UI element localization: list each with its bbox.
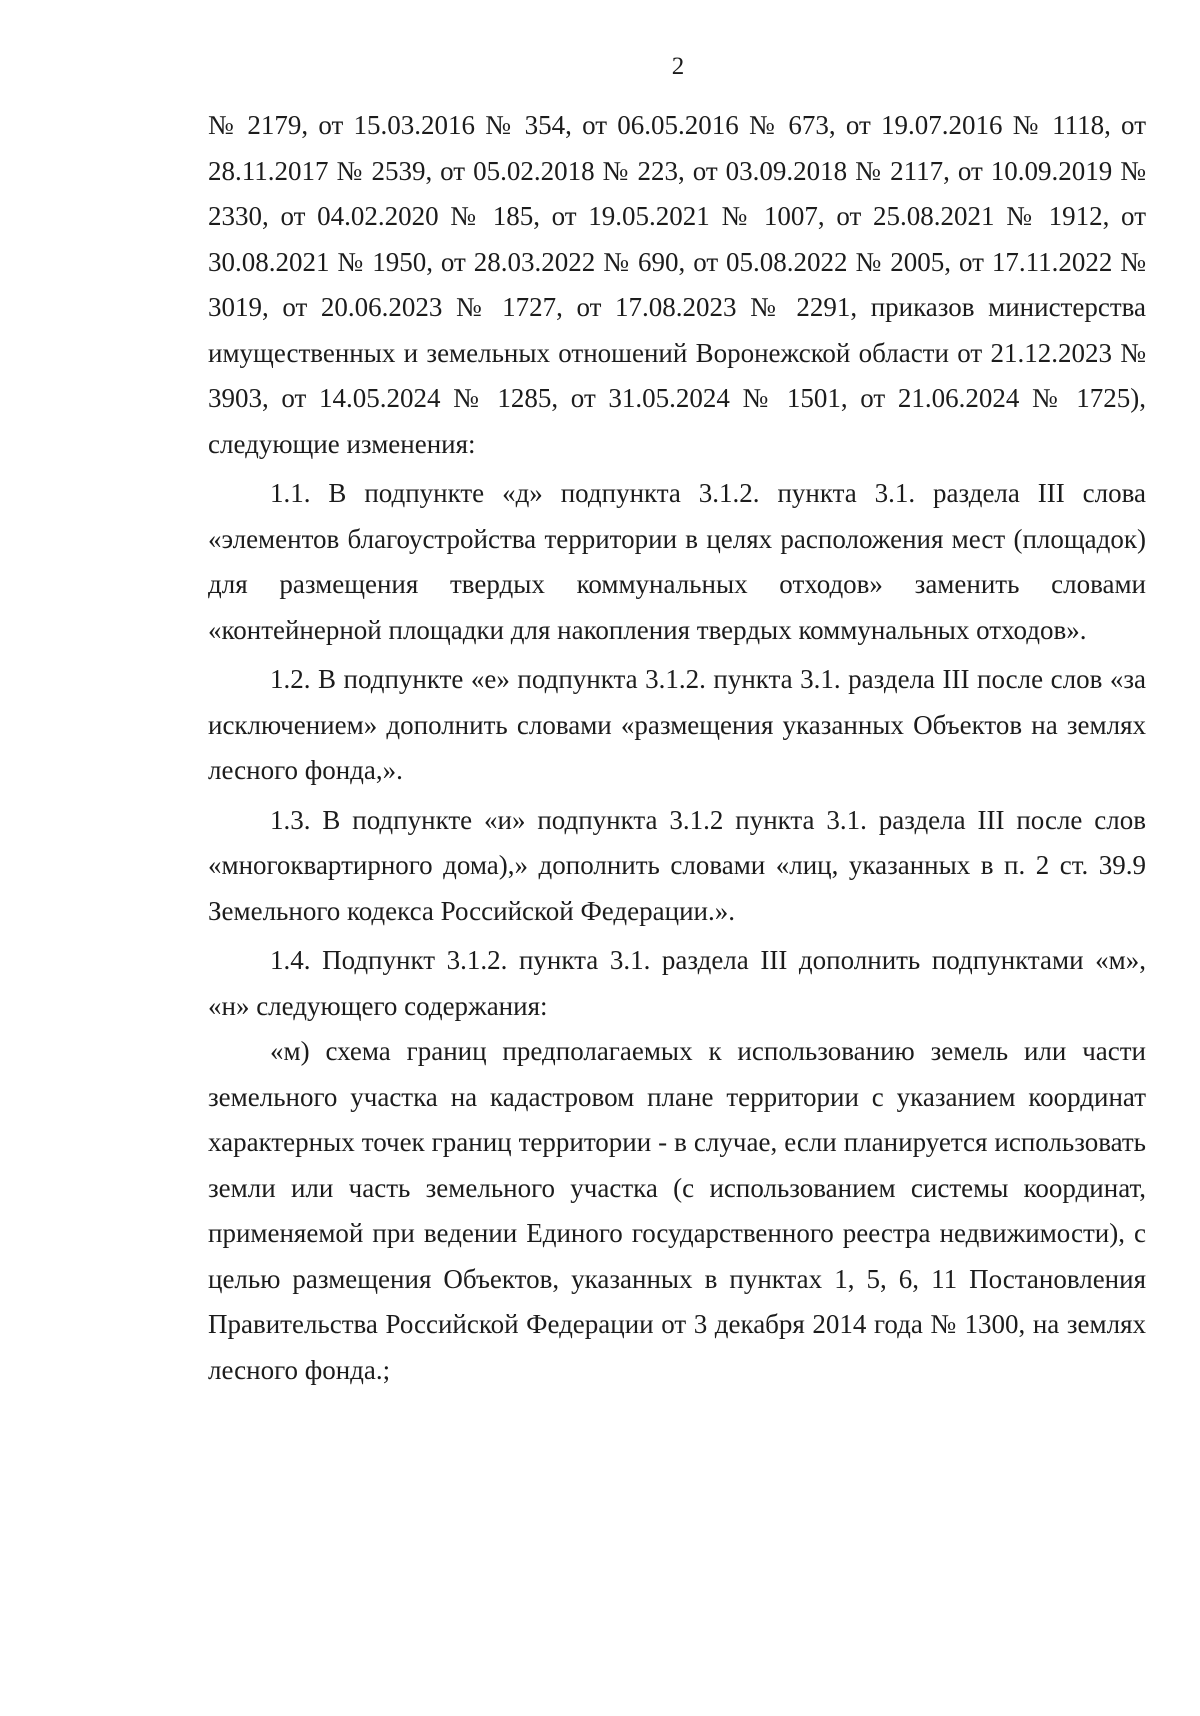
paragraph-item-1-2: 1.2. В подпункте «е» подпункта 3.1.2. пункта 3.1. раздела III после слов «за исключением» дополнить словами «размещения указанных Объектов на землях лесного фонда,». [208, 664, 1146, 785]
paragraph-amendment-list: № 2179, от 15.03.2016 № 354, от 06.05.2016 № 673, от 19.07.2016 № 1118, от 28.11.2017 № 2539, от 05.02.2018 № 223, от 03.09.2018 № 2117, от 10.09.2019 № 2330, от 04.02.2020 № 185, от 19.05.2021 № 1007, от 25.08.2021 № 1912, от 30.08.2021 № 1950, от 28.03.2022 № 690, от 05.08.2022 № 2005, от 17.11.2022 № 3019, от 20.06.2023 № 1727, от 17.08.2023 № 2291, приказов министерства имущественных и земельных отношений Воронежской области от 21.12.2023 № 3903, от 14.05.2024 № 1285, от 31.05.2024 № 1501, от 21.06.2024 № 1725), следующие изменения: [208, 110, 1146, 459]
document-body [208, 103, 1146, 1393]
paragraph-item-1-3: 1.3. В подпункте «и» подпункта 3.1.2 пункта 3.1. раздела III после слов «многоквартирного дома),» дополнить словами «лиц, указанных в п. 2 ст. 39.9 Земельного кодекса Российской Федерации.». [208, 804, 1146, 926]
paragraph-subitem-m: «м) схема границ предполагаемых к использованию земель или части земельного участка на кадастровом плане территории с указанием координат характерных точек границ территории - в случае, если планируется использовать земли или часть земельного участка (с использованием системы координат, применяемой при ведении Единого государственного реестра недвижимости), с целью размещения Объектов, указанных в пунктах 1, 5, 6, 11 Постановления Правительства Российской Федерации от 3 декабря 2014 года № 1300, на землях лесного фонда.; [208, 1036, 1146, 1385]
page-number: 2 [671, 53, 685, 80]
paragraph-item-1-1: 1.1. В подпункте «д» подпункта 3.1.2. пункта 3.1. раздела III слова «элементов благоустройства территории в целях расположения мест (площадок) для размещения твердых коммунальных отходов» заменить словами «контейнерной площадки для накопления твердых коммунальных отходов». [208, 478, 1146, 645]
paragraph-item-1-4: 1.4. Подпункт 3.1.2. пункта 3.1. раздела III дополнить подпунктами «м», «н» следующего содержания: [208, 945, 1146, 1021]
